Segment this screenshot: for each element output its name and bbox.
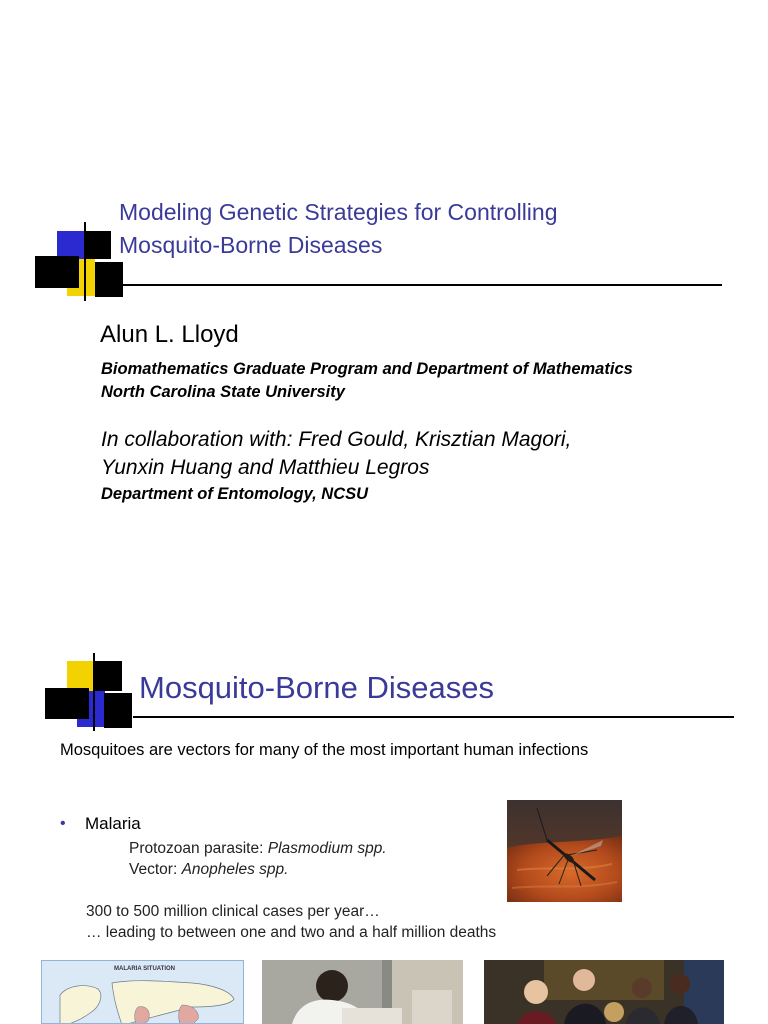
vector-label: Vector: [129, 861, 182, 878]
logo-black-block [95, 262, 123, 297]
logo-black-block [85, 231, 111, 259]
slide-title [119, 196, 739, 262]
parasite-name: Plasmodium spp. [267, 840, 387, 857]
map-caption: MALARIA SITUATION [114, 966, 175, 972]
collaboration [101, 426, 741, 482]
title-line: Modeling Genetic Strategies for Controlling [119, 199, 558, 225]
mosquito-photo [507, 800, 622, 902]
logo-black-block [35, 256, 79, 288]
affiliation [101, 358, 741, 404]
intro-text: Mosquitoes are vectors for many of the most important human infections [60, 741, 589, 759]
logo-yellow-block [67, 661, 95, 691]
logo-blue-block [57, 231, 85, 259]
logo-black-block [45, 688, 89, 719]
logo-black-block [95, 661, 122, 691]
title-line: Mosquito-Borne Diseases [119, 232, 383, 258]
vector-name: Anopheles spp. [181, 861, 289, 878]
clinic-photo [262, 960, 463, 1024]
parasite-label: Protozoan parasite: [129, 840, 268, 857]
collaborator-department: Department of Entomology, NCSU [101, 485, 369, 503]
slide-title: Mosquito-Borne Diseases [139, 670, 494, 705]
affiliation-line: North Carolina State University [101, 383, 345, 401]
parasite-line [129, 839, 387, 859]
malaria-map-image [41, 960, 244, 1024]
logo-black-block [104, 693, 132, 728]
title-divider [118, 284, 722, 286]
logo-vertical-line [93, 653, 95, 731]
vector-line [129, 860, 288, 880]
author-name: Alun L. Lloyd [100, 321, 239, 348]
collaboration-line: In collaboration with: Fred Gould, Krisztian Magori, [101, 428, 572, 451]
collaboration-line: Yunxin Huang and Matthieu Legros [101, 456, 430, 479]
affiliation-line: Biomathematics Graduate Program and Department of Mathematics [101, 360, 633, 378]
bullet-icon: • [60, 815, 66, 832]
logo-vertical-line [84, 222, 86, 301]
death-stat: … leading to between one and two and a half million deaths [86, 924, 497, 941]
title-divider [133, 716, 734, 718]
malaria-heading: Malaria [85, 814, 141, 833]
officials-photo [484, 960, 724, 1024]
case-stat: 300 to 500 million clinical cases per year… [86, 903, 380, 920]
